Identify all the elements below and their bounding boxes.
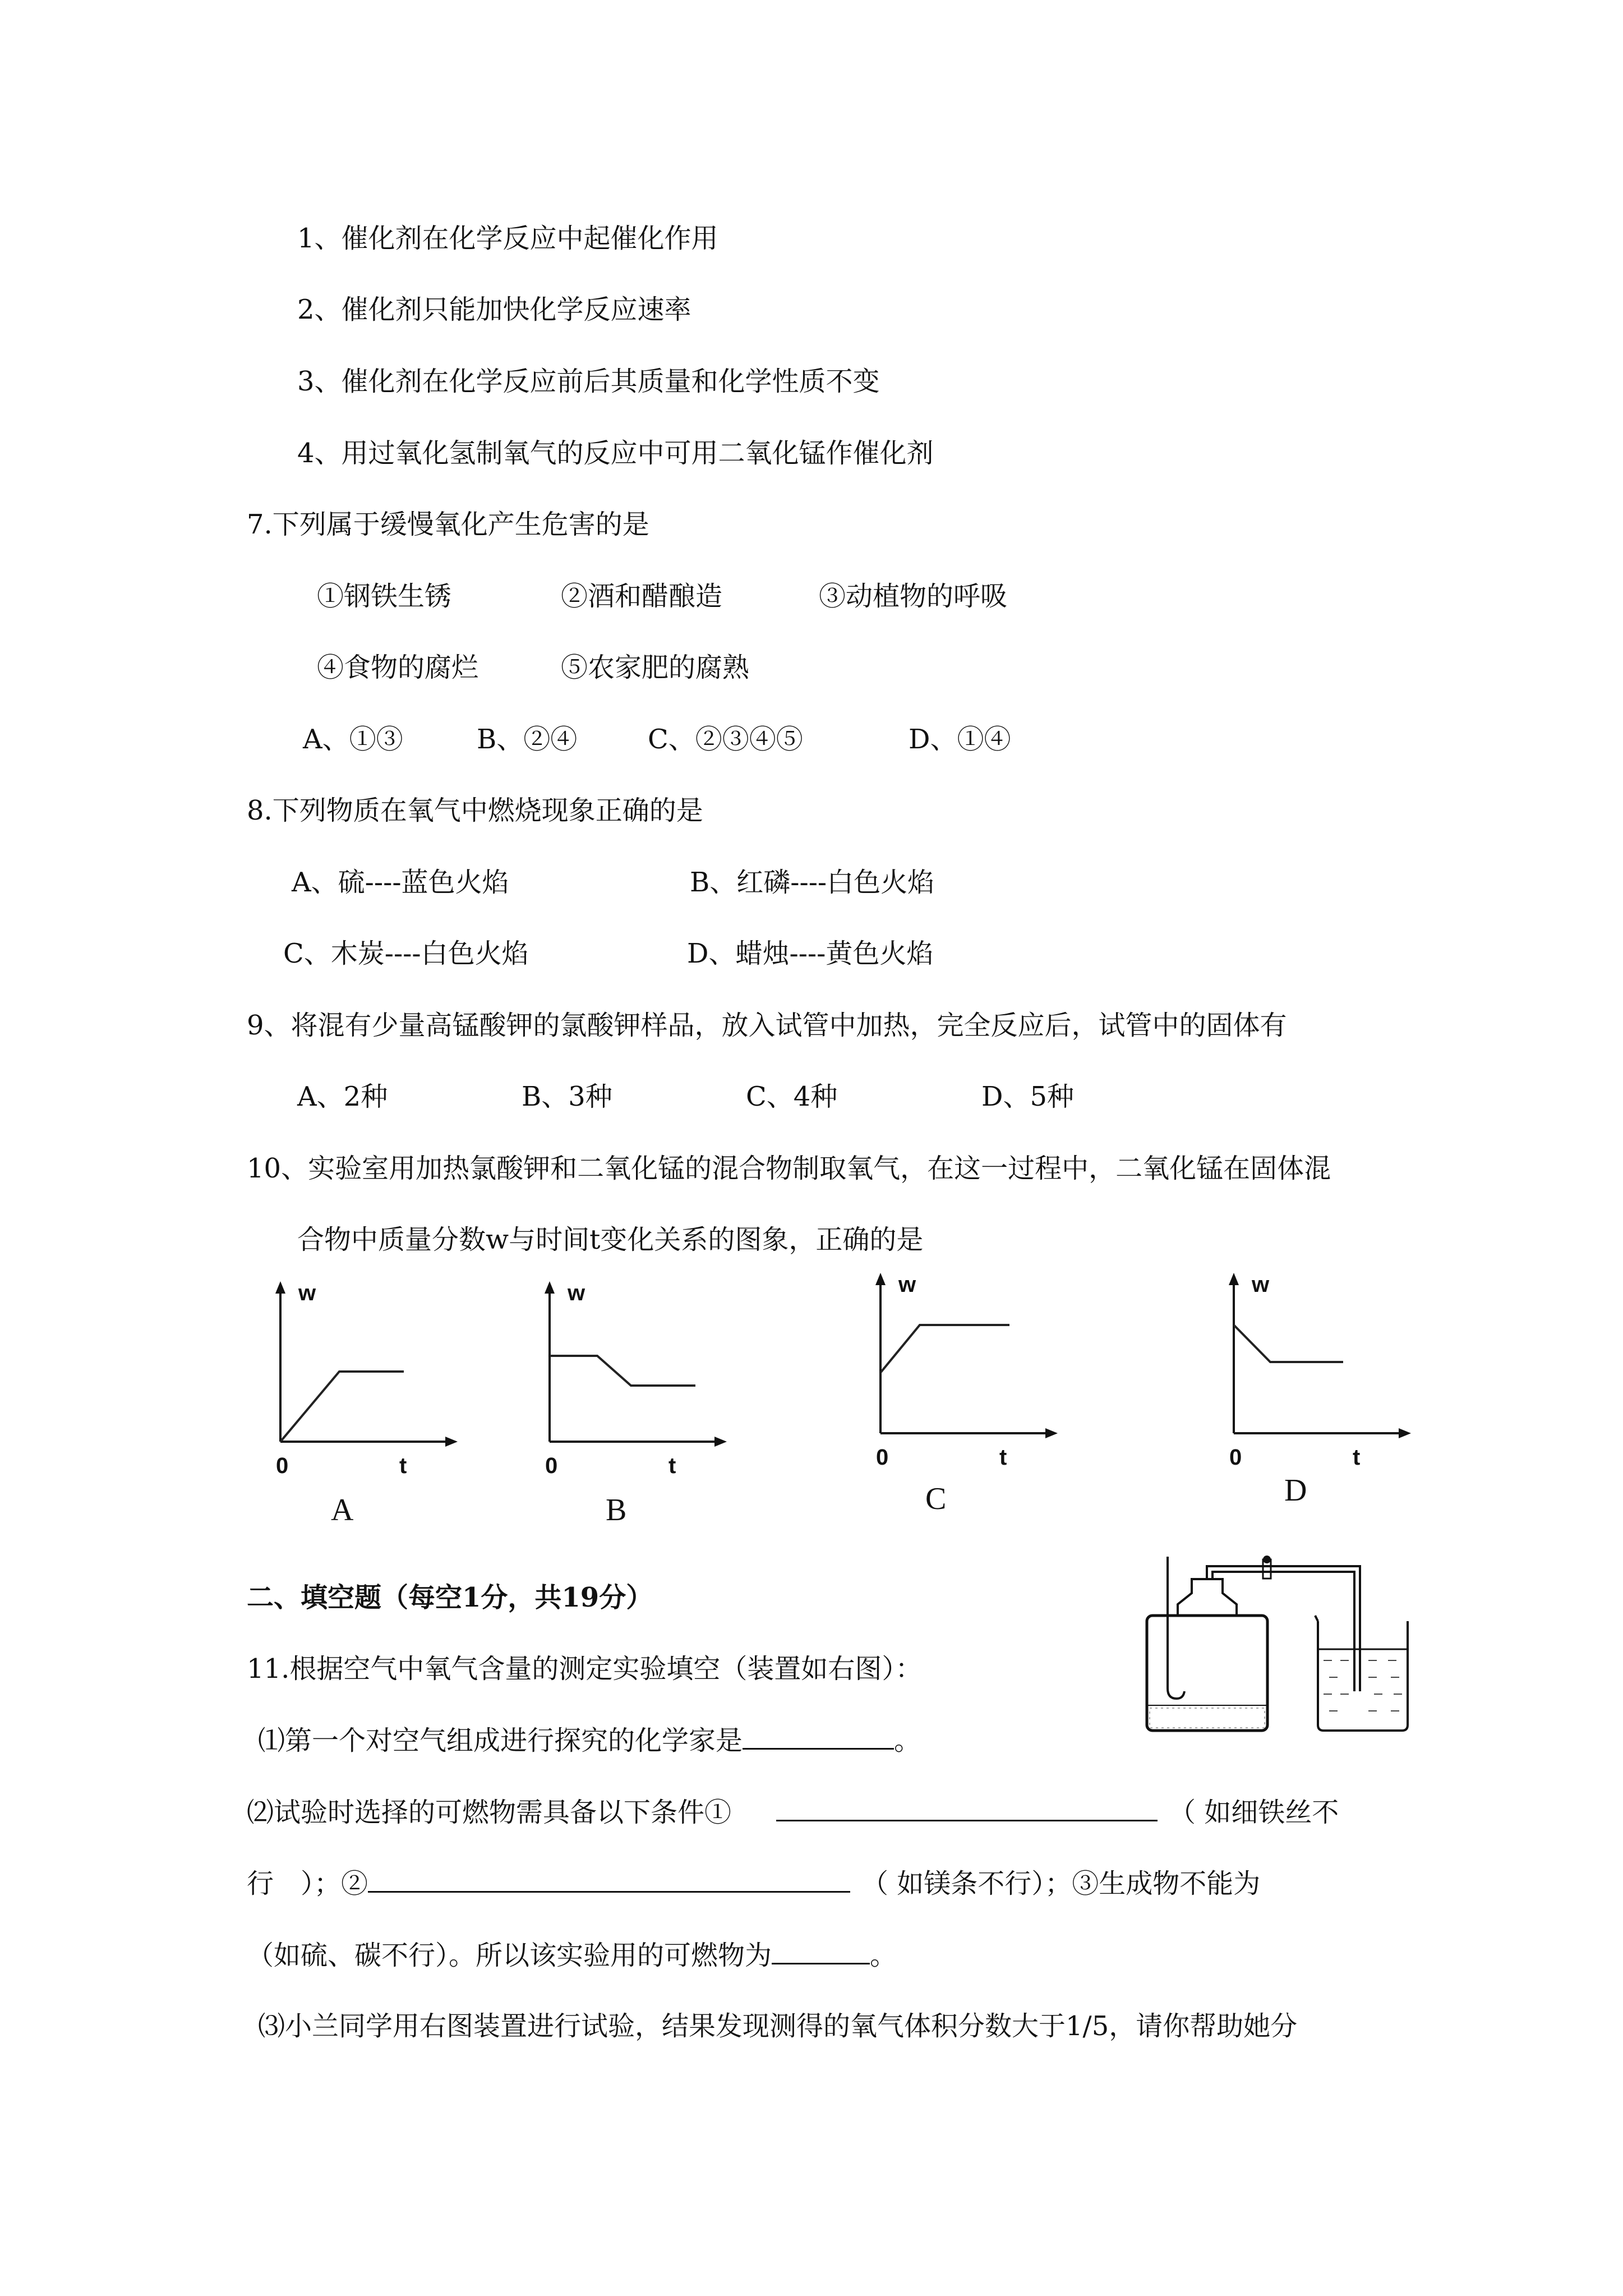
graph-c — [864, 1265, 1066, 1473]
q11-part1-end: 。 — [894, 1725, 921, 1756]
q8-choice-c: C、木炭----白色火焰 — [283, 938, 529, 969]
q11-blank-condition-2[interactable] — [368, 1866, 850, 1893]
q11-part2-text-e: （如硫、碳不行）。所以该实验用的可燃物为 — [247, 1940, 772, 1971]
q11-part2-line3 — [247, 1938, 897, 1972]
graph-a-x-label: t — [399, 1453, 407, 1478]
graph-b-origin-label: 0 — [545, 1453, 558, 1478]
q10-stem-line2: 合物中质量分数w与时间t变化关系的图象，正确的是 — [297, 1224, 924, 1255]
q11-blank-chemist[interactable] — [743, 1723, 894, 1750]
q8-choice-a: A、硫----蓝色火焰 — [292, 867, 509, 898]
q11-part3: ⑶小兰同学用右图装置进行试验，结果发现测得的氧气体积分数大于1/5，请你帮助她分 — [258, 2010, 1298, 2042]
graph-c-x-arrow — [1045, 1428, 1058, 1438]
q7-item-3: ③动植物的呼吸 — [819, 581, 1008, 612]
q7-choice-b: B、②④ — [477, 724, 578, 755]
q11-part2-text-f: 。 — [870, 1940, 897, 1971]
graph-b-letter: B — [606, 1493, 627, 1527]
q9-stem: 9、将混有少量高锰酸钾的氯酸钾样品，放入试管中加热，完全反应后，试管中的固体有 — [247, 1010, 1287, 1041]
graph-c-x-label: t — [999, 1445, 1007, 1470]
graph-d-y-arrow — [1229, 1273, 1239, 1285]
q8-choice-b: B、红磷----白色火焰 — [690, 867, 935, 898]
section-heading: 二、填空题（每空1分，共19分） — [247, 1582, 653, 1613]
q7-item-2: ②酒和醋酿造 — [561, 581, 723, 612]
q7-item-5: ⑤农家肥的腐熟 — [561, 652, 750, 683]
q7-item-4: ④食物的腐烂 — [317, 652, 479, 683]
graph-c-curve — [880, 1325, 1009, 1373]
graph-b — [533, 1273, 735, 1481]
q9-choice-c: C、4种 — [746, 1081, 838, 1112]
graph-a — [264, 1273, 465, 1481]
q7-item-1: ①钢铁生锈 — [317, 581, 452, 612]
graph-c-letter: C — [925, 1481, 947, 1516]
q11-part1 — [258, 1723, 921, 1757]
graph-d-y-label: w — [1252, 1272, 1270, 1297]
q7-choice-d: D、①④ — [909, 724, 1011, 755]
q6-option-2: 2、催化剂只能加快化学反应速率 — [297, 294, 691, 325]
graph-d-x-arrow — [1399, 1428, 1411, 1438]
q11-part2-text-d: （ 如镁条不行）；③生成物不能为 — [861, 1868, 1261, 1899]
q6-option-3: 3、催化剂在化学反应前后其质量和化学性质不变 — [297, 366, 880, 397]
q8-stem: 8.下列物质在氧气中燃烧现象正确的是 — [247, 795, 703, 826]
q11-part1-text: ⑴第一个对空气组成进行探究的化学家是 — [258, 1725, 743, 1756]
q11-part2-text-b: （ 如细铁丝不 — [1169, 1797, 1339, 1828]
q6-option-4: 4、用过氧化氢制氧气的反应中可用二氧化锰作催化剂 — [297, 438, 934, 469]
graph-c-y-label: w — [898, 1272, 916, 1297]
graph-a-y-label: w — [298, 1281, 316, 1305]
q9-choice-d: D、5种 — [981, 1081, 1075, 1112]
q11-part2-line1 — [247, 1795, 1339, 1829]
graph-c-origin-label: 0 — [876, 1445, 889, 1470]
graph-a-letter: A — [331, 1493, 354, 1527]
graph-c-y-arrow — [875, 1273, 886, 1285]
q11-part2-text-a: ⑵试验时选择的可燃物需具备以下条件① — [247, 1797, 732, 1828]
graph-d-x-label: t — [1353, 1445, 1361, 1470]
q9-choice-b: B、3种 — [522, 1081, 612, 1112]
graph-a-x-arrow — [445, 1437, 458, 1447]
q11-blank-condition-1[interactable] — [776, 1795, 1158, 1821]
graph-a-curve — [280, 1372, 404, 1442]
q11-blank-combustible[interactable] — [772, 1938, 870, 1964]
q7-choice-a: A、①③ — [303, 724, 403, 755]
graph-b-x-arrow — [714, 1437, 727, 1447]
q8-choice-d: D、蜡烛----黄色火焰 — [687, 938, 934, 969]
q6-option-1: 1、催化剂在化学反应中起催化作用 — [297, 223, 718, 254]
graph-d-origin-label: 0 — [1229, 1445, 1242, 1470]
q11-part2-text-c: 行 ）；② — [247, 1868, 368, 1899]
q10-stem-line1: 10、实验室用加热氯酸钾和二氧化锰的混合物制取氧气，在这一过程中，二氧化锰在固体混 — [247, 1153, 1331, 1184]
q11-part2-line2 — [247, 1866, 1260, 1901]
q7-stem: 7.下列属于缓慢氧化产生危害的是 — [247, 509, 649, 540]
graph-d — [1217, 1265, 1419, 1473]
graph-a-origin-label: 0 — [276, 1453, 289, 1478]
q11-stem: 11.根据空气中氧气含量的测定实验填空（装置如右图）： — [247, 1653, 923, 1685]
graph-d-letter: D — [1284, 1473, 1307, 1508]
oxygen-content-apparatus-icon — [1138, 1554, 1430, 1745]
q7-choice-c: C、②③④⑤ — [648, 724, 803, 755]
graph-d-curve — [1234, 1325, 1343, 1362]
graph-a-y-arrow — [275, 1281, 285, 1294]
graph-b-y-label: w — [568, 1281, 585, 1305]
graph-b-y-arrow — [545, 1281, 555, 1294]
q9-choice-a: A、2种 — [297, 1081, 388, 1112]
graph-b-x-label: t — [668, 1453, 676, 1478]
graph-b-curve — [550, 1356, 695, 1386]
